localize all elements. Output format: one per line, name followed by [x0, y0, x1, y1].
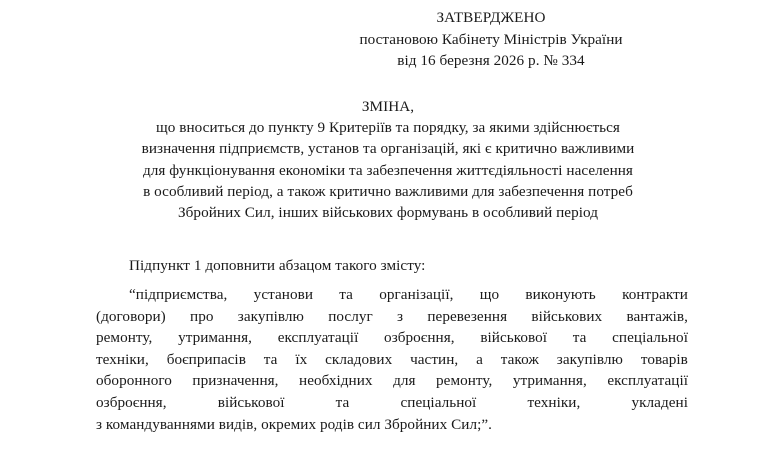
word: вантажів, [626, 307, 688, 325]
page-title: ЗМІНА, [361, 98, 415, 115]
word: (договори) [96, 307, 166, 325]
word: та [263, 350, 278, 368]
body-text-line [96, 349, 688, 371]
document-title-block [88, 96, 688, 223]
word: спеціальної [612, 329, 688, 347]
word: їх [295, 350, 308, 368]
body-text-line [96, 414, 688, 436]
title-subline-4: в особливий період, а також критично важливими для забезпечення потреб [143, 182, 633, 200]
word: закупівлю [237, 307, 304, 325]
body-text-line [96, 370, 688, 392]
word: спеціальної [400, 393, 477, 411]
word: військової [480, 329, 548, 347]
word: укладені [631, 393, 688, 411]
body-text-line [96, 284, 688, 306]
word: частин, [410, 350, 459, 368]
word: з [397, 307, 404, 325]
word: необхідних [299, 372, 373, 390]
justified-line [96, 370, 688, 392]
word: для [393, 372, 416, 390]
body-text-line [96, 327, 688, 349]
word: ремонту, [96, 329, 153, 347]
word: також [500, 350, 539, 368]
word: та [572, 329, 587, 347]
justified-line [96, 349, 688, 371]
title-subline-1: що вноситься до пункту 9 Критеріїв та порядку, за якими здійснюється [156, 119, 620, 137]
title-subline-3: для функціонування економіки та забезпечення життєдіяльності населення [143, 161, 633, 179]
justified-line [96, 306, 688, 328]
approval-authority-label: ЗАТВЕРДЖЕНО [436, 9, 546, 26]
last-line: з командуваннями видів, окремих родів сил Збройних Сил;”. [96, 415, 492, 433]
word: експлуатації [607, 372, 688, 390]
word: озброєння, [96, 393, 167, 411]
body-text-line [96, 392, 688, 414]
word: виконують [525, 286, 596, 303]
word: складових [325, 350, 393, 368]
word: експлуатації [277, 329, 359, 347]
word: перевезення [427, 307, 508, 325]
title-subline-5: Збройних Сил, інших військових формувань в особливий період [178, 204, 598, 222]
word: техніки, [527, 393, 581, 411]
word: оборонного [96, 372, 172, 390]
word: озброєння, [384, 329, 455, 347]
word: утримання, [178, 329, 252, 347]
word: військових [531, 307, 603, 325]
word: організації, [379, 286, 454, 303]
body-text-line [96, 306, 688, 328]
justified-line [96, 392, 688, 414]
word: про [190, 307, 214, 325]
amendment-body-paragraph [96, 284, 688, 435]
word: послуг [328, 307, 373, 325]
approval-date-and-number: від 16 березня 2026 р. № 334 [397, 52, 585, 69]
word: військової [217, 393, 285, 411]
word: контракти [622, 286, 688, 303]
word: боєприпасів [166, 350, 246, 368]
word: та [335, 393, 350, 411]
word: та [339, 286, 353, 303]
justified-line [96, 284, 688, 306]
approval-issuing-body: постановою Кабінету Міністрів України [359, 30, 623, 48]
subpoint-lead-in-text: Підпункт 1 доповнити абзацом такого змісту: [129, 257, 426, 274]
approval-header-block [330, 7, 652, 72]
word: “підприємства, [129, 286, 228, 303]
word: установи [253, 286, 313, 303]
word: ремонту, [436, 372, 493, 390]
word: призначення, [192, 372, 279, 390]
word: техніки, [96, 350, 149, 368]
title-subline-2: визначення підприємств, установ та організацій, які є критично важливими [141, 140, 635, 158]
word: закупівлю [556, 350, 623, 368]
word: товарів [640, 350, 688, 368]
word: а [476, 350, 483, 368]
justified-line [96, 327, 688, 349]
word: що [479, 286, 500, 303]
word: утримання, [512, 372, 587, 390]
